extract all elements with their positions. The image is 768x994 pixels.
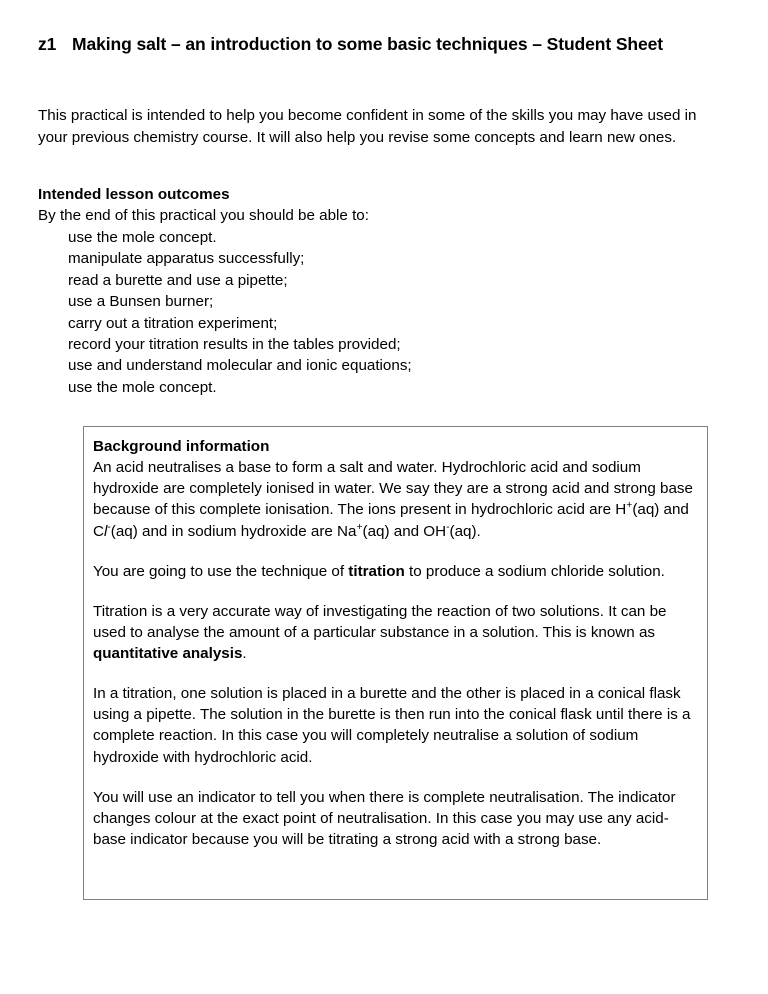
titration-bold-term: titration bbox=[348, 562, 405, 580]
quantitative-analysis-bold-term: quantitative analysis bbox=[93, 645, 243, 662]
outcomes-lead-in: By the end of this practical you should be able to: bbox=[38, 207, 369, 225]
ions-text-part-4: (aq) and OH bbox=[362, 522, 447, 540]
ions-text-part-5: (aq). bbox=[449, 522, 481, 540]
list-item: read a burette and use a pipette; bbox=[68, 271, 288, 289]
quantitative-text-part-1: Titration is a very accurate way of investigating the reaction of two solutions. It can be used to analyse the amount of a particular substance in a solution. This is known as bbox=[93, 602, 667, 641]
outcomes-list bbox=[38, 227, 720, 398]
background-paragraph-ions bbox=[93, 457, 697, 542]
titration-text-part-1: You are going to use the technique of bbox=[93, 562, 349, 580]
background-information-box bbox=[83, 426, 708, 900]
quantitative-text-part-2: . bbox=[242, 645, 247, 662]
background-paragraph-titration bbox=[93, 561, 697, 582]
background-box-heading: Background information bbox=[93, 438, 270, 455]
list-item: manipulate apparatus successfully; bbox=[68, 250, 305, 268]
list-item: use the mole concept. bbox=[68, 378, 217, 396]
outcomes-heading: Intended lesson outcomes bbox=[38, 186, 230, 203]
background-paragraph-quantitative bbox=[93, 601, 697, 664]
ions-text-part-3: (aq) and in sodium hydroxide are Na bbox=[110, 522, 357, 540]
hydrogen-charge-superscript: + bbox=[626, 500, 633, 512]
background-paragraph-procedure: In a titration, one solution is placed in a burette and the other is placed in a conical flask using a pipette. The solution in the burette is then run into the conical flask until there is a complete reaction. In this case you will completely neutralise a solution of sodium hydroxide with hydrochloric acid. bbox=[93, 685, 691, 766]
background-paragraph-indicator: You will use an indicator to tell you when there is complete neutralisation. The indicator changes colour at the exact point of neutralisation. In this case you may use any acid-base indicator because you will be titrating a strong acid with a strong base. bbox=[93, 788, 676, 848]
ions-text-part-1: An acid neutralises a base to form a salt and water. Hydrochloric acid and sodium hydroxide are completely ionised in water. We say they are a strong acid and strong base because of this complete ionisation. The ions present in hydrochloric acid are H bbox=[93, 459, 693, 519]
list-item: carry out a titration experiment; bbox=[68, 314, 278, 332]
list-item: use and understand molecular and ionic equations; bbox=[68, 357, 412, 375]
title-code: z1 bbox=[38, 34, 57, 54]
hydroxide-charge-superscript: - bbox=[446, 521, 450, 533]
list-item: use a Bunsen burner; bbox=[68, 293, 214, 311]
title-row bbox=[38, 33, 738, 56]
outcomes-section bbox=[38, 184, 720, 398]
list-item: record your titration results in the tables provided; bbox=[68, 335, 401, 353]
title-text: Making salt – an introduction to some basic techniques – Student Sheet bbox=[72, 34, 664, 54]
chloride-l-glyph: l bbox=[103, 522, 108, 540]
ions-text-part-2: (aq) and C bbox=[93, 501, 689, 540]
chloride-charge-superscript: - bbox=[107, 521, 111, 533]
list-item: use the mole concept. bbox=[68, 228, 217, 246]
intro-paragraph: This practical is intended to help you become confident in some of the skills you may have used in your previous chemistry course. It will also help you revise some concepts and learn new ones. bbox=[38, 107, 697, 146]
sodium-charge-superscript: + bbox=[356, 521, 363, 533]
page-title bbox=[38, 33, 738, 56]
titration-text-part-2: to produce a sodium chloride solution. bbox=[404, 562, 665, 580]
